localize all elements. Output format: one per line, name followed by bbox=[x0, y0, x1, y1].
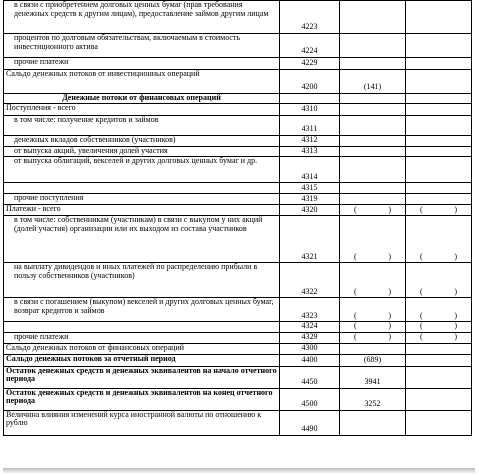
value-previous-period bbox=[406, 1, 472, 34]
value-current-period bbox=[340, 332, 406, 343]
row-code: 4400 bbox=[280, 354, 340, 366]
row-label: Поступления - всего bbox=[4, 104, 280, 116]
bracket-placeholder bbox=[408, 206, 469, 215]
row-label: Остаток денежных средств и денежных эквивалентов на начало отчетного периода bbox=[4, 366, 280, 388]
row-code: 4229 bbox=[280, 58, 340, 70]
row-label bbox=[4, 183, 280, 194]
bracket-placeholder bbox=[342, 333, 403, 342]
row-code: 4224 bbox=[280, 34, 340, 58]
open-paren: ( bbox=[354, 332, 357, 342]
row-label: в том числе: собственникам (участникам) в связи с выкупом у них акций (долей участия) организации или их выходом из состава участников bbox=[4, 216, 280, 263]
row-code: 4322 bbox=[280, 263, 340, 298]
value-current-period bbox=[340, 183, 406, 194]
table-row bbox=[4, 34, 472, 58]
value-previous-period bbox=[406, 332, 472, 343]
open-paren: ( bbox=[420, 321, 423, 331]
bracket-placeholder bbox=[408, 322, 469, 331]
row-code: 4321 bbox=[280, 216, 340, 263]
table-row bbox=[4, 194, 472, 205]
bracket-placeholder bbox=[408, 333, 469, 342]
open-paren: ( bbox=[420, 310, 423, 320]
row-code: 4319 bbox=[280, 194, 340, 205]
row-label: прочие поступления bbox=[4, 194, 280, 205]
value-previous-period bbox=[406, 58, 472, 70]
value-previous-period bbox=[406, 298, 472, 322]
table-row bbox=[4, 205, 472, 216]
table-row bbox=[4, 104, 472, 116]
value-previous-period bbox=[406, 410, 472, 435]
bracket-placeholder bbox=[408, 312, 469, 321]
row-label: Величина влияния изменений курса иностранной валюты по отношению к рублю bbox=[4, 410, 280, 435]
open-paren: ( bbox=[354, 310, 357, 320]
close-paren: ) bbox=[454, 310, 457, 320]
table-row bbox=[4, 116, 472, 136]
value-previous-period bbox=[406, 94, 472, 104]
open-paren: ( bbox=[420, 204, 423, 214]
value-previous-period bbox=[406, 183, 472, 194]
close-paren: ) bbox=[388, 310, 391, 320]
row-label: от выпуска акций, увеличения долей участия bbox=[4, 146, 280, 157]
value-previous-period bbox=[406, 104, 472, 116]
row-code: 4310 bbox=[280, 104, 340, 116]
table-row bbox=[4, 94, 472, 104]
value-previous-period bbox=[406, 354, 472, 366]
page-shadow bbox=[3, 468, 475, 473]
row-label: денежных вкладов собственников (участников) bbox=[4, 136, 280, 147]
row-label: Сальдо денежных потоков от финансовых операций bbox=[4, 343, 280, 354]
open-paren: ( bbox=[420, 332, 423, 342]
value-previous-period bbox=[406, 34, 472, 58]
row-label: от выпуска облигаций, векселей и других долговых ценных бумаг и др. bbox=[4, 157, 280, 183]
close-paren: ) bbox=[388, 321, 391, 331]
row-code: 4200 bbox=[280, 70, 340, 94]
table-row bbox=[4, 322, 472, 333]
table-row bbox=[4, 1, 472, 34]
row-code: 4329 bbox=[280, 332, 340, 343]
value-current-period bbox=[340, 216, 406, 263]
value-previous-period bbox=[406, 388, 472, 410]
table-row bbox=[4, 216, 472, 263]
table-row bbox=[4, 157, 472, 183]
row-label: Сальдо денежных потоков за отчетный период bbox=[4, 354, 280, 366]
bracket-placeholder bbox=[342, 206, 403, 215]
value-current-period bbox=[340, 104, 406, 116]
row-label: прочие платежи bbox=[4, 58, 280, 70]
table-row bbox=[4, 366, 472, 388]
value-current-period bbox=[340, 116, 406, 136]
row-label: в связи с погашением (выкупом) векселей и других долговых ценных бумаг, возврат кредитов и займов bbox=[4, 298, 280, 322]
row-code: 4313 bbox=[280, 146, 340, 157]
document-scan bbox=[3, 0, 475, 468]
open-paren: ( bbox=[354, 204, 357, 214]
row-code: 4312 bbox=[280, 136, 340, 147]
table-row bbox=[4, 136, 472, 147]
row-label: в том числе: получение кредитов и займов bbox=[4, 116, 280, 136]
value-previous-period bbox=[406, 216, 472, 263]
value-current-period bbox=[340, 157, 406, 183]
bracket-placeholder bbox=[342, 322, 403, 331]
bracket-placeholder bbox=[342, 312, 403, 321]
table-row bbox=[4, 183, 472, 194]
table-row bbox=[4, 58, 472, 70]
value-previous-period bbox=[406, 157, 472, 183]
row-code: 4300 bbox=[280, 343, 340, 354]
table-row bbox=[4, 70, 472, 94]
value-current-period bbox=[340, 205, 406, 216]
row-code: 4500 bbox=[280, 388, 340, 410]
row-label: в связи с приобретением долговых ценных бумаг (прав требования денежных средств к другим лицам), предоставление займов другим лицам bbox=[4, 1, 280, 34]
value-current-period bbox=[340, 1, 406, 34]
value-previous-period bbox=[406, 70, 472, 94]
value-previous-period bbox=[406, 136, 472, 147]
row-code: 4314 bbox=[280, 157, 340, 183]
value-current-period bbox=[340, 58, 406, 70]
close-paren: ) bbox=[388, 251, 391, 261]
row-code: 4450 bbox=[280, 366, 340, 388]
close-paren: ) bbox=[454, 286, 457, 296]
row-code: 4320 bbox=[280, 205, 340, 216]
row-label: Платежи - всего bbox=[4, 205, 280, 216]
row-code: 4223 bbox=[280, 1, 340, 34]
row-code: 4315 bbox=[280, 183, 340, 194]
row-label: Сальдо денежных потоков от инвестиционных операций bbox=[4, 70, 280, 94]
value-current-period bbox=[340, 410, 406, 435]
row-label: на выплату дивидендов и иных платежей по распределению прибыли в пользу собственников (участников) bbox=[4, 263, 280, 298]
value-current-period bbox=[340, 263, 406, 298]
value-previous-period bbox=[406, 263, 472, 298]
value-previous-period bbox=[406, 205, 472, 216]
value-previous-period bbox=[406, 343, 472, 354]
value-current-period bbox=[340, 194, 406, 205]
close-paren: ) bbox=[454, 251, 457, 261]
bracket-placeholder bbox=[408, 253, 469, 262]
row-code: 4490 bbox=[280, 410, 340, 435]
row-code: 4323 bbox=[280, 298, 340, 322]
table-row bbox=[4, 298, 472, 322]
value-current-period bbox=[340, 146, 406, 157]
table-row bbox=[4, 332, 472, 343]
value-current-period bbox=[340, 343, 406, 354]
table-row bbox=[4, 354, 472, 366]
close-paren: ) bbox=[388, 204, 391, 214]
close-paren: ) bbox=[454, 321, 457, 331]
bracket-placeholder bbox=[342, 288, 403, 297]
value-current-period bbox=[340, 94, 406, 104]
value-previous-period bbox=[406, 366, 472, 388]
row-label bbox=[4, 322, 280, 333]
table-row bbox=[4, 146, 472, 157]
row-label: прочие платежи bbox=[4, 332, 280, 343]
row-label: процентов по долговым обязательствам, включаемым в стоимость инвестиционного актива bbox=[4, 34, 280, 58]
table-row bbox=[4, 410, 472, 435]
table-row bbox=[4, 343, 472, 354]
value-current-period: (689) bbox=[340, 354, 406, 366]
table-row bbox=[4, 263, 472, 298]
table-row bbox=[4, 388, 472, 410]
close-paren: ) bbox=[388, 332, 391, 342]
cash-flow-table bbox=[3, 0, 472, 436]
value-current-period bbox=[340, 136, 406, 147]
value-current-period: (141) bbox=[340, 70, 406, 94]
open-paren: ( bbox=[354, 321, 357, 331]
close-paren: ) bbox=[388, 286, 391, 296]
value-previous-period bbox=[406, 322, 472, 333]
bracket-placeholder bbox=[408, 288, 469, 297]
value-current-period: 3941 bbox=[340, 366, 406, 388]
table-body bbox=[4, 1, 472, 436]
value-previous-period bbox=[406, 194, 472, 205]
row-code: 4324 bbox=[280, 322, 340, 333]
open-paren: ( bbox=[420, 251, 423, 261]
row-label: Остаток денежных средств и денежных эквивалентов на конец отчетного периода bbox=[4, 388, 280, 410]
value-previous-period bbox=[406, 146, 472, 157]
close-paren: ) bbox=[454, 332, 457, 342]
value-current-period bbox=[340, 322, 406, 333]
row-code bbox=[280, 94, 340, 104]
row-code: 4311 bbox=[280, 116, 340, 136]
open-paren: ( bbox=[354, 251, 357, 261]
value-current-period bbox=[340, 298, 406, 322]
value-current-period: 3252 bbox=[340, 388, 406, 410]
open-paren: ( bbox=[420, 286, 423, 296]
row-label: Денежные потоки от финансовых операций bbox=[4, 94, 280, 104]
close-paren: ) bbox=[454, 204, 457, 214]
value-current-period bbox=[340, 34, 406, 58]
open-paren: ( bbox=[354, 286, 357, 296]
value-previous-period bbox=[406, 116, 472, 136]
bracket-placeholder bbox=[342, 253, 403, 262]
